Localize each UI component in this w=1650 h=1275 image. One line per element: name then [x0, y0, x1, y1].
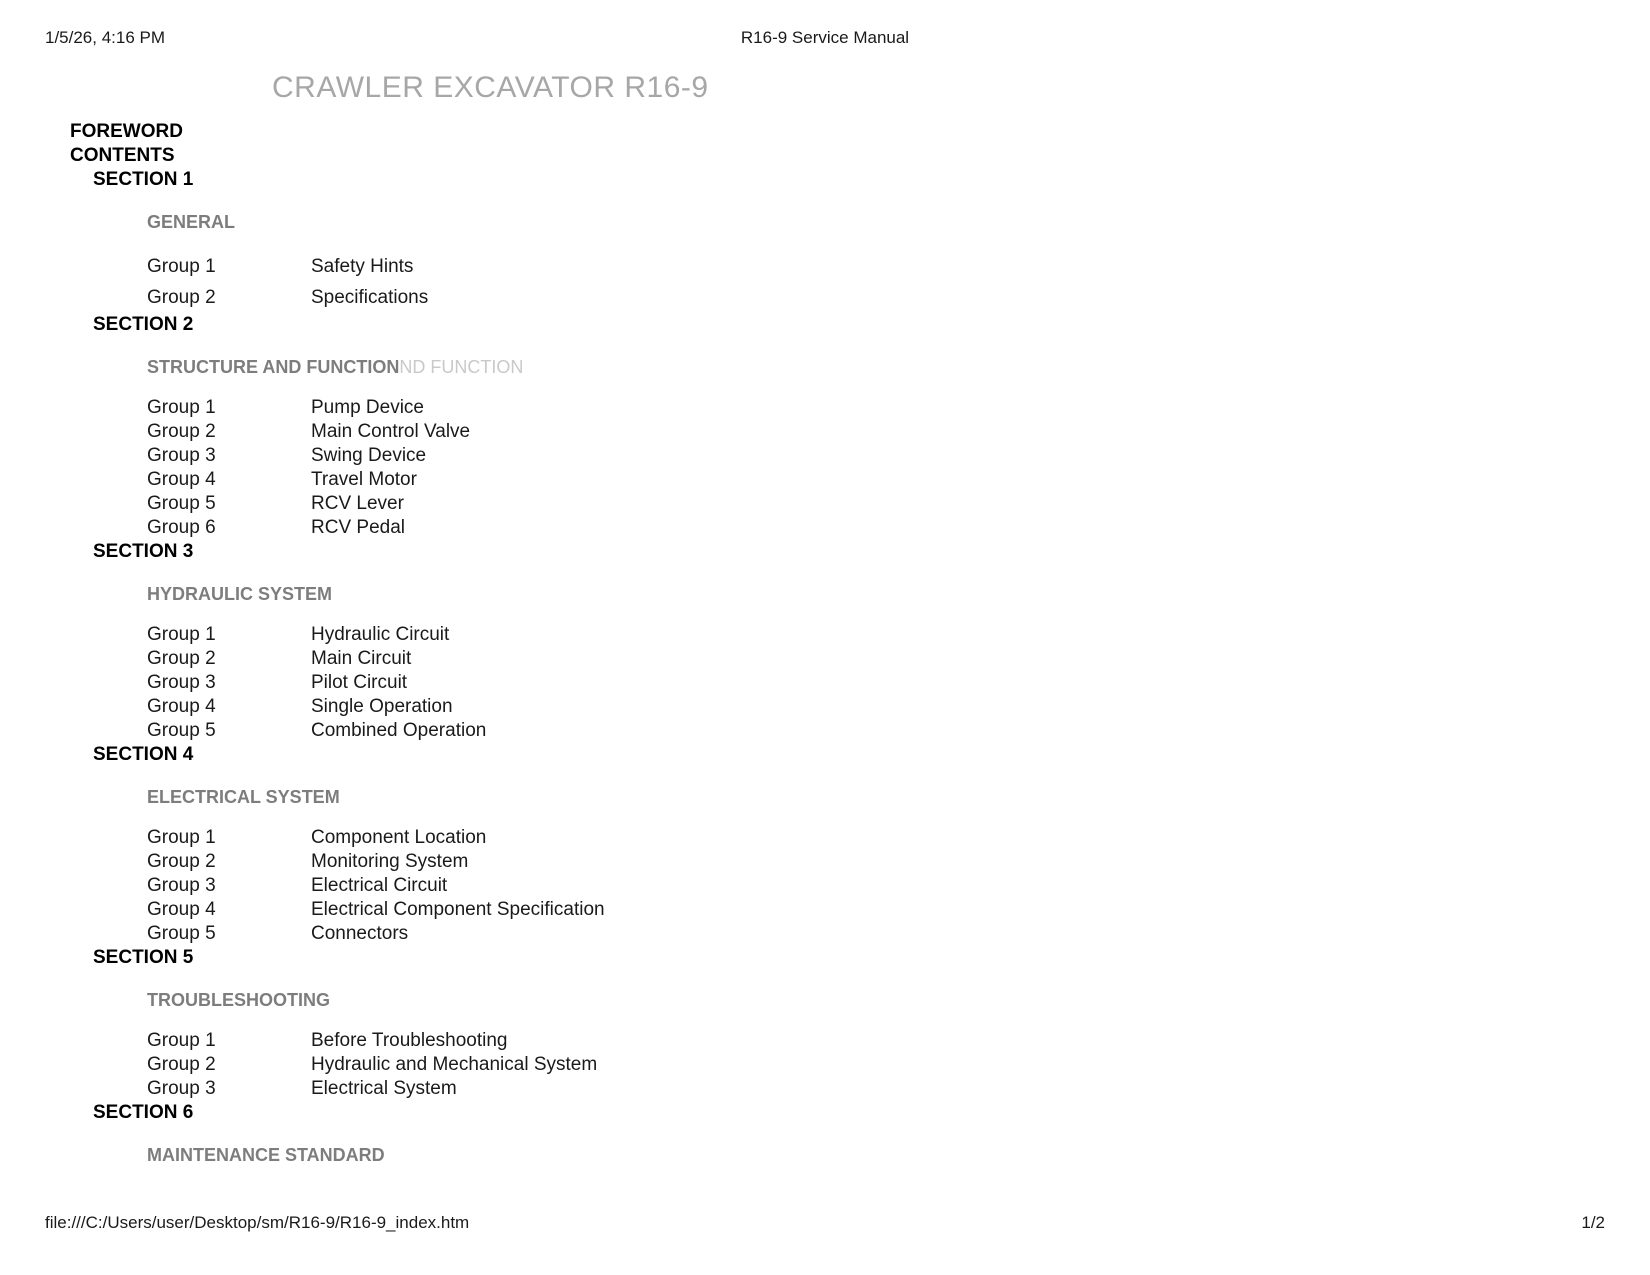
- toc-group-name: RCV Lever: [311, 493, 404, 514]
- toc-group-number: Group 3: [147, 445, 216, 466]
- toc-group-number: Group 5: [147, 493, 216, 514]
- toc-section-heading-text: TROUBLESHOOTING: [147, 990, 330, 1010]
- print-footer-page-number: 1/2: [1581, 1213, 1605, 1232]
- toc-section-heading-text: HYDRAULIC SYSTEM: [147, 584, 333, 604]
- toc-group-name: Electrical Component Specification: [311, 899, 605, 920]
- toc-group-number: Group 6: [147, 517, 216, 538]
- toc-group-row[interactable]: [0, 826, 1650, 850]
- toc-group-list: [0, 251, 1650, 313]
- toc-group-row[interactable]: [0, 874, 1650, 898]
- toc-group-row[interactable]: [0, 1029, 1650, 1053]
- toc-group-name: Electrical Circuit: [311, 875, 448, 896]
- toc-group-row[interactable]: [0, 1077, 1650, 1101]
- toc-group-row[interactable]: [0, 396, 1650, 420]
- toc-section-label[interactable]: SECTION 6: [93, 1102, 194, 1123]
- toc-group-row[interactable]: [0, 282, 1650, 313]
- toc-group-number: Group 3: [147, 875, 216, 896]
- toc-group-name: Main Control Valve: [311, 421, 471, 442]
- toc-group-name: Swing Device: [311, 445, 427, 466]
- toc-group-row[interactable]: [0, 468, 1650, 492]
- toc-group-number: Group 2: [147, 287, 216, 308]
- toc-group-row[interactable]: [0, 623, 1650, 647]
- toc-section: [0, 168, 1650, 313]
- toc-group-number: Group 1: [147, 397, 216, 418]
- toc-group-row[interactable]: [0, 420, 1650, 444]
- toc-section: [0, 946, 1650, 1101]
- toc-group-number: Group 1: [147, 624, 216, 645]
- toc-section-heading[interactable]: [0, 356, 1650, 378]
- toc-group-name: Hydraulic Circuit: [311, 624, 450, 645]
- toc-group-name: Safety Hints: [311, 256, 414, 277]
- toc-group-name: Pump Device: [311, 397, 424, 418]
- toc-group-row[interactable]: [0, 647, 1650, 671]
- toc-group-list: [0, 623, 1650, 743]
- toc-group-number: Group 1: [147, 256, 216, 277]
- toc-section-heading-text: STRUCTURE AND FUNCTION: [147, 357, 400, 377]
- toc-section-label[interactable]: SECTION 5: [93, 947, 194, 968]
- toc-group-number: Group 2: [147, 1054, 216, 1075]
- toc-group-name: Component Location: [311, 827, 487, 848]
- toc-group-name: Combined Operation: [311, 720, 487, 741]
- toc-group-name: Main Circuit: [311, 648, 412, 669]
- toc-sections: [0, 168, 1650, 1166]
- toc-group-row[interactable]: [0, 898, 1650, 922]
- toc-section-heading-text: MAINTENANCE STANDARD: [147, 1145, 385, 1165]
- print-header-title: R16-9 Service Manual: [740, 28, 910, 47]
- print-footer: [0, 1213, 1650, 1235]
- toc-section-label[interactable]: SECTION 4: [93, 744, 194, 765]
- toc-group-row[interactable]: [0, 1053, 1650, 1077]
- toc-section-label[interactable]: SECTION 2: [93, 314, 194, 335]
- print-header: [0, 28, 1650, 50]
- toc-group-name: Before Troubleshooting: [311, 1030, 508, 1051]
- toc-group-number: Group 2: [147, 851, 216, 872]
- toc-section: [0, 313, 1650, 540]
- toc-group-number: Group 5: [147, 923, 216, 944]
- toc-group-row[interactable]: [0, 671, 1650, 695]
- toc-group-number: Group 4: [147, 899, 216, 920]
- toc-group-number: Group 4: [147, 696, 216, 717]
- toc-group-number: Group 2: [147, 421, 216, 442]
- toc-group-row[interactable]: [0, 492, 1650, 516]
- toc-group-name: Pilot Circuit: [311, 672, 408, 693]
- print-header-date: 1/5/26, 4:16 PM: [45, 28, 166, 47]
- toc-section-heading[interactable]: [0, 989, 1650, 1011]
- toc-group-name: Hydraulic and Mechanical System: [311, 1054, 598, 1075]
- toc-group-row[interactable]: [0, 251, 1650, 282]
- toc-section: [0, 743, 1650, 946]
- toc-group-row[interactable]: [0, 516, 1650, 540]
- toc-section-label[interactable]: SECTION 3: [93, 541, 194, 562]
- toc-contents-label[interactable]: CONTENTS: [70, 145, 175, 166]
- toc-group-number: Group 2: [147, 648, 216, 669]
- toc-group-name: RCV Pedal: [311, 517, 405, 538]
- toc-group-number: Group 1: [147, 1030, 216, 1051]
- toc-group-number: Group 3: [147, 1078, 216, 1099]
- toc-section-heading-text: ELECTRICAL SYSTEM: [147, 787, 340, 807]
- toc-section: [0, 540, 1650, 743]
- toc-group-number: Group 5: [147, 720, 216, 741]
- toc-group-row[interactable]: [0, 922, 1650, 946]
- toc-group-list: [0, 396, 1650, 540]
- toc-group-list: [0, 1029, 1650, 1101]
- toc-foreword-label[interactable]: FOREWORD: [70, 121, 183, 142]
- toc-group-row[interactable]: [0, 850, 1650, 874]
- toc-group-list: [0, 826, 1650, 946]
- toc-group-row[interactable]: [0, 719, 1650, 743]
- toc-group-number: Group 4: [147, 469, 216, 490]
- toc-section-heading[interactable]: [0, 786, 1650, 808]
- toc-group-name: Specifications: [311, 287, 429, 308]
- page-title: CRAWLER EXCAVATOR R16-9: [272, 71, 709, 104]
- toc-section-heading-text: GENERAL: [147, 212, 236, 232]
- toc-group-name: Travel Motor: [311, 469, 417, 490]
- toc-group-number: Group 1: [147, 827, 216, 848]
- document-page: [0, 70, 1650, 1166]
- toc-group-name: Electrical System: [311, 1078, 457, 1099]
- toc-group-row[interactable]: [0, 695, 1650, 719]
- toc-section-heading[interactable]: [0, 211, 1650, 233]
- toc-section-heading-overlap-artifact: ND FUNCTION: [399, 357, 524, 377]
- toc-section-label[interactable]: SECTION 1: [93, 169, 194, 190]
- toc-section-heading[interactable]: [0, 1144, 1650, 1166]
- toc-group-name: Monitoring System: [311, 851, 469, 872]
- toc-section: [0, 1101, 1650, 1166]
- toc-group-number: Group 3: [147, 672, 216, 693]
- toc-group-name: Connectors: [311, 923, 409, 944]
- toc-group-name: Single Operation: [311, 696, 453, 717]
- print-footer-url: file:///C:/Users/user/Desktop/sm/R16-9/R16-9_index.htm: [45, 1213, 470, 1232]
- toc-group-row[interactable]: [0, 444, 1650, 468]
- table-of-contents: [0, 120, 1650, 1166]
- toc-section-heading[interactable]: [0, 583, 1650, 605]
